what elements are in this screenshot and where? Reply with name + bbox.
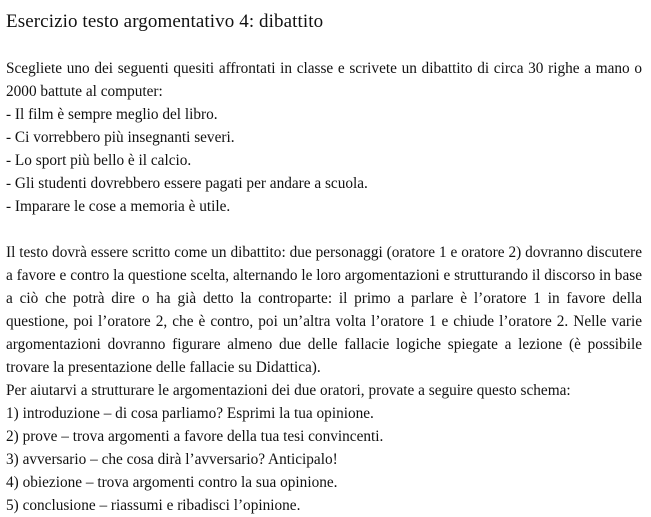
page-title: Esercizio testo argomentativo 4: dibattito [6,11,324,32]
topic-item: - Gli studenti dovrebbero essere pagati per andare a scuola. [6,175,368,192]
schema-list [6,402,642,517]
schema-intro: Per aiutarvi a strutturare le argomentazioni dei due oratori, provate a seguire questo schema: [6,382,571,399]
document-page [6,0,642,517]
schema-step: 1) introduzione – di cosa parliamo? Esprimi la tua opinione. [6,405,374,422]
schema-step: 5) conclusione – riassumi e ribadisci l’opinione. [6,497,301,514]
schema-step: 4) obiezione – trova argomenti contro la sua opinione. [6,474,338,491]
topic-item: - Imparare le cose a memoria è utile. [6,198,231,215]
topic-list [6,103,642,218]
intro-paragraph: Scegliete uno dei seguenti quesiti affrontati in classe e scrivete un dibattito di circa 30 righe a mano o 2000 battute al computer: [6,60,642,100]
topic-item: - Lo sport più bello è il calcio. [6,152,192,169]
topic-item: - Ci vorrebbero più insegnanti severi. [6,129,235,146]
schema-step: 2) prove – trova argomenti a favore della tua tesi convincenti. [6,428,384,445]
instructions-paragraph: Il testo dovrà essere scritto come un dibattito: due personaggi (oratore 1 e oratore 2) dovranno discutere a favore e contro la questione scelta, alternando le loro argomentazioni e strutturando il discorso in base a ciò che potrà dire o ha già detto la controparte: il primo a parlare è l’oratore 1 in favore della questione, poi l’oratore 2, che è contro, poi un’altra volta l’oratore 1 e chiude l’oratore 2. Nelle varie argomentazioni dovranno figurare almeno due delle fallacie logiche spiegate a lezione (è possibile trovare la presentazione delle fallacie su Didattica). [6,244,642,376]
topic-item: - Il film è sempre meglio del libro. [6,106,218,123]
schema-step: 3) avversario – che cosa dirà l’avversario? Anticipalo! [6,451,338,468]
